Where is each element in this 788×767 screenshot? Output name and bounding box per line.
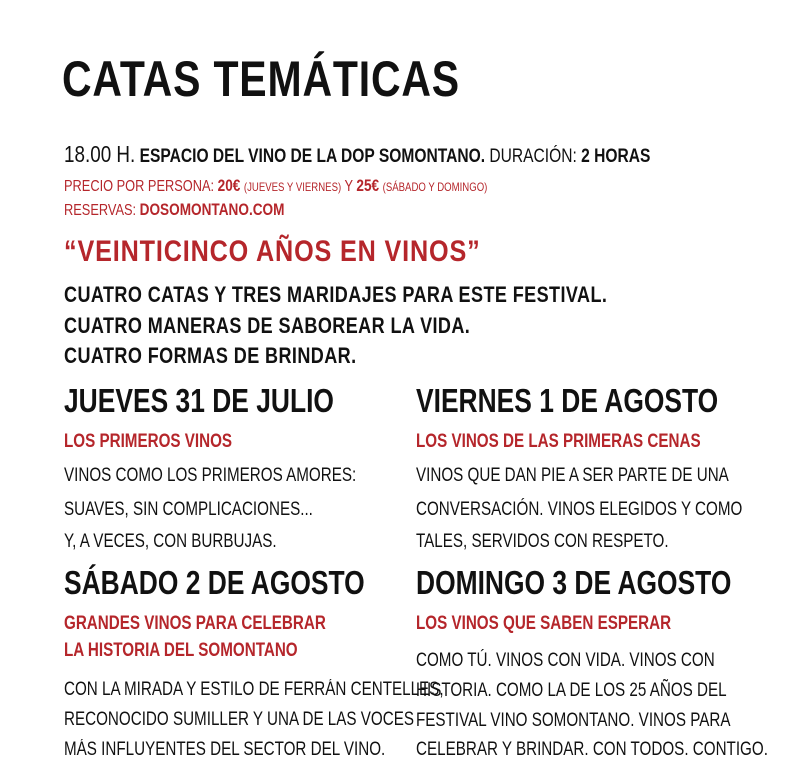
reservations-line (64, 201, 284, 219)
intro-line: CUATRO MANERAS DE SABOREAR LA VIDA. (64, 313, 471, 338)
event-venue: ESPACIO DEL VINO DE LA DOP SOMONTANO. (139, 146, 486, 167)
session-day: JUEVES 31 DE JULIO (64, 382, 334, 419)
session-description-line: HISTORIA. COMO LA DE LOS 25 AÑOS DEL (416, 680, 727, 701)
session-description-line: COMO TÚ. VINOS CON VIDA. VINOS CON (416, 650, 715, 671)
weekday-price: 20€ (217, 176, 241, 195)
event-info (64, 143, 650, 166)
session-subtitle: LOS VINOS DE LAS PRIMERAS CENAS (416, 431, 701, 452)
session-subtitle: LOS PRIMEROS VINOS (64, 431, 233, 452)
session-description-line: TALES, SERVIDOS CON RESPETO. (416, 531, 669, 552)
session-description-line: MÁS INFLUYENTES DEL SECTOR DEL VINO. (64, 739, 386, 760)
feature-quote: “VEINTICINCO AÑOS EN VINOS” (64, 235, 481, 268)
session-description-line: CON LA MIRADA Y ESTILO DE FERRÁN CENTELLES, (64, 679, 444, 700)
session-subtitle: LA HISTORIA DEL SOMONTANO (64, 640, 298, 661)
session-description-line: VINOS COMO LOS PRIMEROS AMORES: (64, 465, 357, 486)
session-description-line: SUAVES, SIN COMPLICACIONES... (64, 499, 313, 520)
session-description-line: CELEBRAR Y BRINDAR. CON TODOS. CONTIGO. (416, 739, 768, 760)
intro-line: CUATRO FORMAS DE BRINDAR. (64, 343, 357, 368)
weekend-note: (SÁBADO Y DOMINGO) (382, 180, 488, 194)
weekend-price: 25€ (356, 176, 380, 195)
price-joiner: Y (344, 178, 353, 195)
session-description-line: VINOS QUE DAN PIE A SER PARTE DE UNA (416, 465, 729, 486)
reservations-site[interactable]: DOSOMONTANO.COM (139, 200, 285, 219)
event-time: 18.00 H. (64, 141, 136, 167)
session-description-line: Y, A VECES, CON BURBUJAS. (64, 531, 277, 552)
session-subtitle: LOS VINOS QUE SABEN ESPERAR (416, 613, 672, 634)
reservations-label: RESERVAS: (64, 202, 137, 219)
session-description-line: FESTIVAL VINO SOMONTANO. VINOS PARA (416, 710, 731, 731)
duration-value: 2 HORAS (581, 146, 651, 167)
session-day: SÁBADO 2 DE AGOSTO (64, 564, 365, 601)
intro-line: CUATRO CATAS Y TRES MARIDAJES PARA ESTE FESTIVAL. (64, 282, 608, 307)
session-day: DOMINGO 3 DE AGOSTO (416, 564, 732, 601)
price-label: PRECIO POR PERSONA: (64, 178, 215, 195)
price-line (64, 177, 487, 195)
session-day: VIERNES 1 DE AGOSTO (416, 382, 719, 419)
weekday-note: (JUEVES Y VIERNES) (243, 180, 342, 194)
page-title: CATAS TEMÁTICAS (62, 51, 460, 107)
session-description-line: CONVERSACIÓN. VINOS ELEGIDOS Y COMO (416, 499, 743, 520)
session-description-line: RECONOCIDO SUMILLER Y UNA DE LAS VOCES (64, 709, 414, 730)
session-subtitle: GRANDES VINOS PARA CELEBRAR (64, 613, 326, 634)
duration-label: DURACIÓN: (489, 146, 577, 167)
